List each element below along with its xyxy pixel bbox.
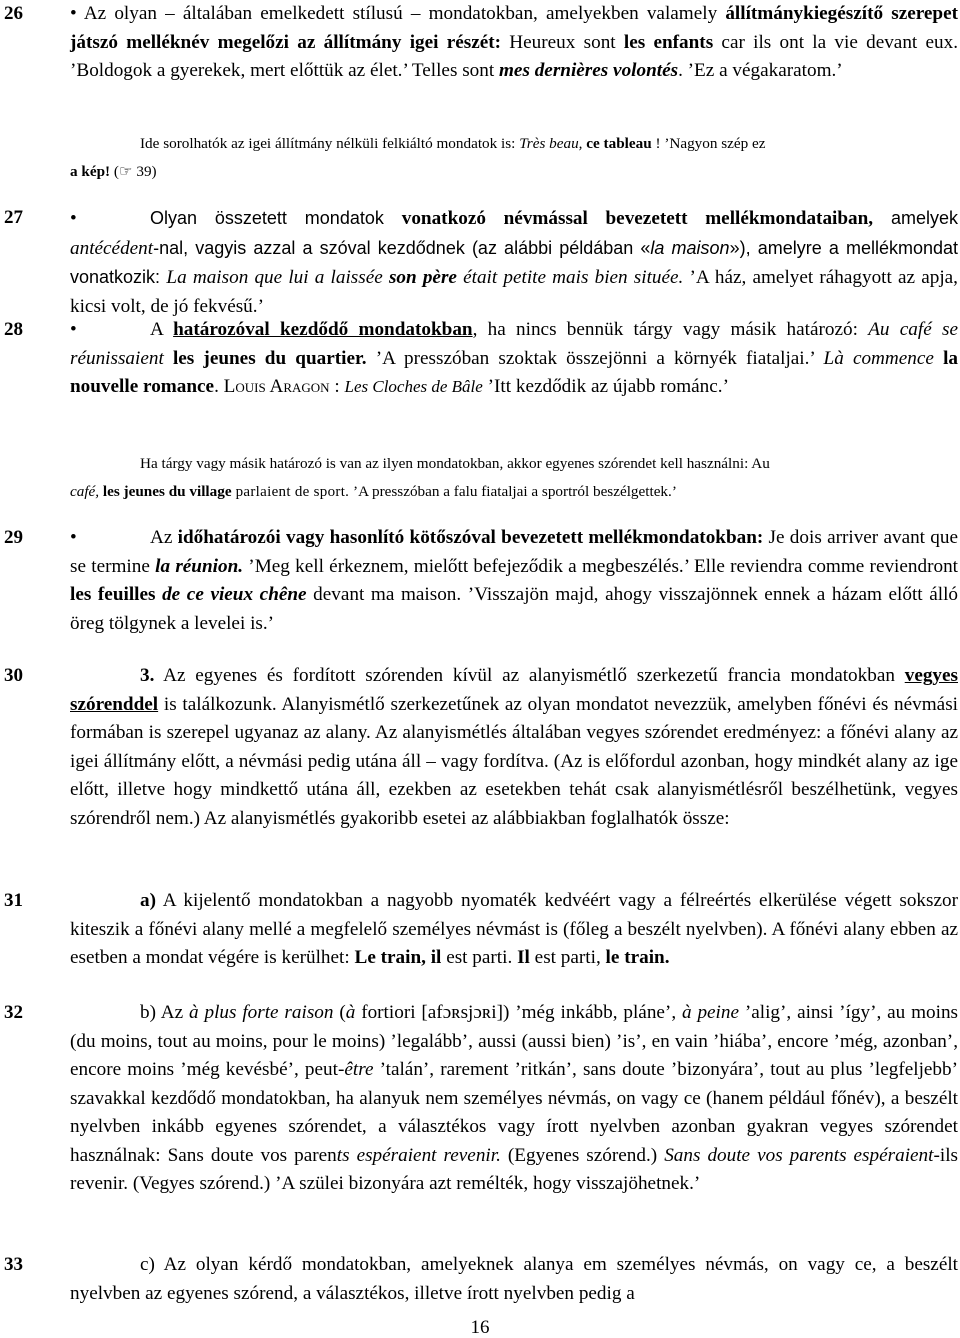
paragraph-number: 32 <box>4 1002 23 1023</box>
bullet: • <box>70 3 77 24</box>
paragraph-number: 27 <box>4 207 23 228</box>
paragraph-text: • Az időhatározói vagy hasonlító kötőszóval bevezetett mellékmondatokban: Je dois arriver avant que se termine la réunion. ’Meg kell érkeznem, mielőtt befejeződik a megbeszélés.’ Elle reviendra comme reviendront les feuilles de ce vieux chêne devant ma maison. ’Visszajön majd, ahogy visszajönnek ennek a házam előtt álló öreg tölgynek a levelei is.’ <box>70 527 958 634</box>
page-number: 16 <box>470 1317 490 1338</box>
paragraph-text: b) Az à plus forte raison (à fortiori [afɔʀsjɔʀi]) ’még inkább, pláne’, à peine ’alig’, ainsi ’így’, au moins (du moins, tout au moins, pour le moins) ’legalább’, aussi (aussi bien) ’is’, en vain ’hiába’, encore ’még, azonban’, encore moins ’még kevésbé’, peut-être ’talán’, rarement ’ritkán’, sans doute ’bizonyára’, tout au plus ’legfeljebb’ szavakkal kezdődő mondatokban, ha alanyuk nem személyes névmás, on vagy ce (hanem például főnév), a beszélt nyelvben inkább egyenes szórendet, a választékos vagy írott nyelvben azonban gyakran vegyes szórendet használnak: Sans doute vos parents espéraient revenir. (Egyenes szórend.) Sans doute vos parents espéraient-ils revenir. (Vegyes szórend.) ’A szülei bizonyára azt remélték, hogy visszajöhetnek.’ <box>70 1002 959 1194</box>
note-text: Ha tárgy vagy másik határozó is van az ilyen mondatokban, akkor egyenes szórendet kell használni: Au <box>140 455 770 472</box>
paragraph-number: 26 <box>4 3 23 24</box>
paragraph-text: • Olyan összetett mondatok vonatkozó névmással bevezetett mellékmondataiban, amelyek antécédent-nal, vagyis azzal a szóval kezdődnek (az alábbi példában «la maison»), amelyre a mellékmondat vonatkozik: La maison que lui a laissée son père était petite mais bien située. ’A ház, amelyet ráhagyott az apja, kicsi volt, de jó fekvésű.’ <box>70 208 959 317</box>
bullet: • <box>70 319 77 340</box>
paragraph-number: 29 <box>4 527 23 548</box>
note-text-2: a kép! (☞ 39) <box>70 163 157 180</box>
bullet: • <box>70 208 77 229</box>
paragraph-number: 31 <box>4 890 23 911</box>
paragraph-number: 28 <box>4 319 23 340</box>
paragraph-text: 3. Az egyenes és fordított szórenden kívül az alanyismétlő szerkezetű francia mondatokban vegyes szórenddel is találkozunk. Alanyismétlő szerkezetűnek az olyan mondatot nevezzük, amelyben főnévi és névmási formában is szerepel ugyanaz az alany. Az alanyismétlés általában vegyes szórendet eredményez: a főnévi alany az igei állítmány előtt, a névmási pedig utána áll – vagy fordítva. (Az is előfordul azonban, hogy mindkét alany az ige előtt, illetve hogy mindkettő utána áll, ezekben az esetekben tehát csak alanyismétlésről beszélhetünk, vegyes szórendről nem.) Az alanyismétlés gyakoribb esetei az alábbiakban foglalhatók össze: <box>70 665 958 829</box>
paragraph-number: 30 <box>4 665 23 686</box>
bullet: • <box>70 527 77 548</box>
paragraph-text: a) A kijelentő mondatokban a nagyobb nyomaték kedvéért vagy a félreértés elkerülése végett sokszor kiteszik a főnévi alany mellé a megfelelő személyes névmást is (főleg a beszélt nyelvben). A főnévi alany ebben az esetben a mondat végére is kerülhet: Le train, il est parti. Il est parti, le train. <box>70 890 958 968</box>
paragraph-text: • Az olyan – általában emelkedett stílusú – mondatokban, amelyekben valamely állítmánykiegészítő szerepet játszó melléknév megelőzi az állítmány igei részét: Heureux sont les enfants car ils ont la vie devant eux. ’Boldogok a gyerekek, mert előttük az élet.’ Telles sont mes dernières volontés. ’Ez a végakaratom.’ <box>70 3 959 81</box>
paragraph-text: • A határozóval kezdődő mondatokban, ha nincs bennük tárgy vagy másik határozó: Au café se réunissaient les jeunes du quartier. ’A presszóban szoktak összejönni a környék fiataljai.’ Là commence la nouvelle romance. Louis Aragon : Les Cloches de Bâle ’Itt kezdődik az újabb románc.’ <box>70 319 958 397</box>
paragraph-number: 33 <box>4 1254 23 1275</box>
note-text: Ide sorolhatók az igei állítmány nélküli felkiáltó mondatok is: Très beau, ce tableau ! ’Nagyon szép ez <box>140 135 766 152</box>
note-text-2: café, les jeunes du village parlaient de sport. ’A presszóban a falu fiataljai a sportról beszélgettek.’ <box>70 483 677 500</box>
paragraph-text: c) Az olyan kérdő mondatokban, amelyeknek alanya em személyes névmás, on vagy ce, a beszélt nyelvben az egyenes szórend, a választékos, illetve írott nyelvben pedig a <box>70 1254 958 1304</box>
